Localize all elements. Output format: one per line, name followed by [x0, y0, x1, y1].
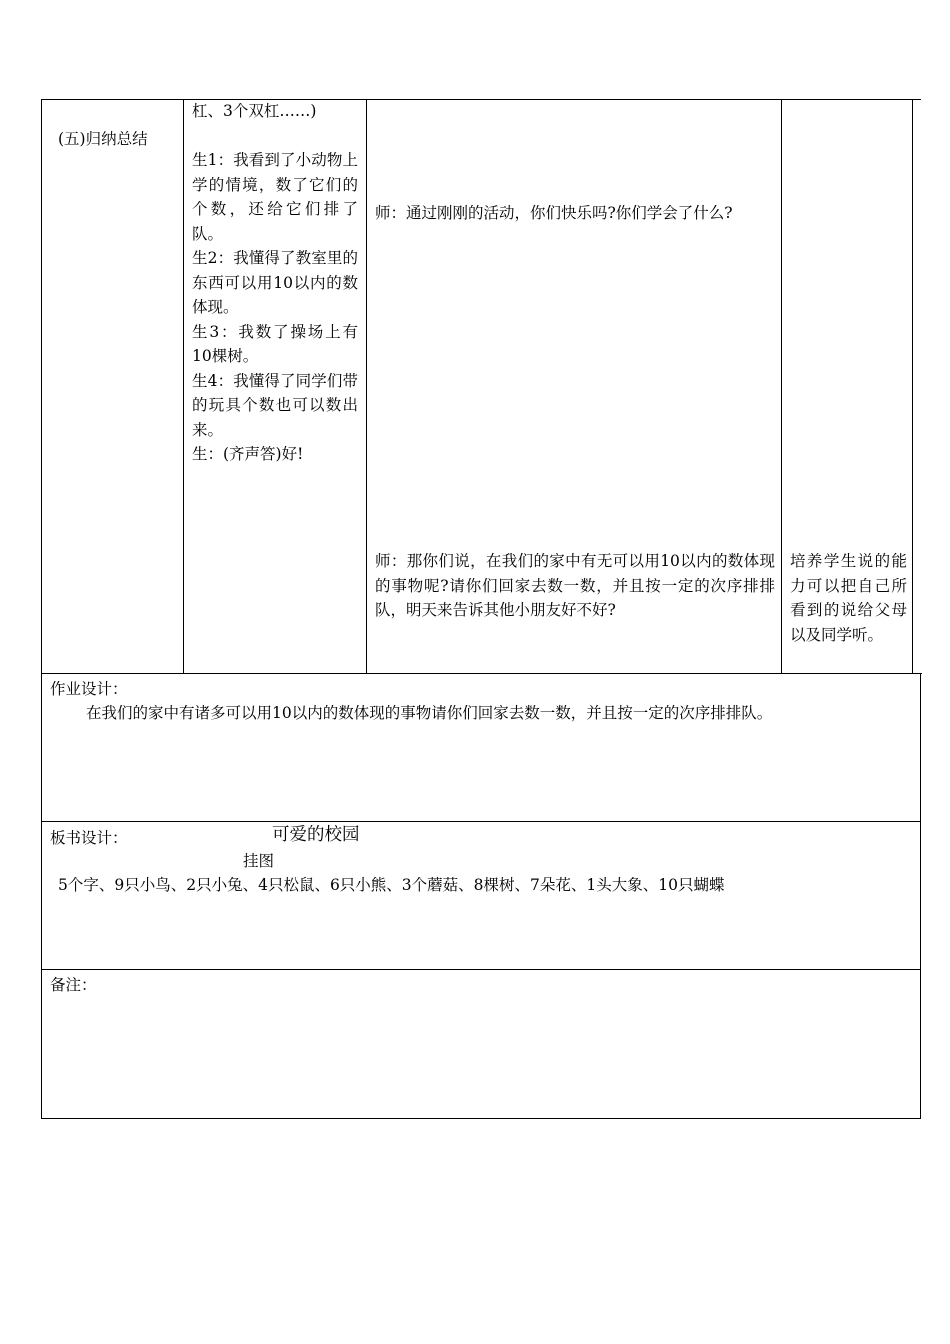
board-subtitle: 挂图: [243, 852, 275, 870]
homework-label: 作业设计：: [50, 680, 128, 698]
table-bottom-border: [41, 1118, 921, 1119]
student-answer-1: 生1：我看到了小动物上学的情境，数了它们的个数，还给它们排了队。: [192, 151, 358, 243]
column-divider-1: [183, 99, 184, 673]
column-divider-3: [781, 99, 782, 673]
board-items: 5个字、9只小鸟、2只小兔、4只松鼠、6只小熊、3个蘑菇、8棵树、7朵花、1头大象、10只蝴蝶: [58, 876, 725, 894]
teacher-question-1: 师：通过刚刚的活动，你们快乐吗?你们学会了什么?: [375, 204, 733, 222]
table-left-border: [41, 99, 42, 1119]
board-title: 可爱的校园: [272, 825, 360, 845]
remarks-label: 备注：: [50, 976, 97, 994]
table-top-border: [41, 99, 921, 100]
homework-content: 在我们的家中有诸多可以用10以内的数体现的事物请你们回家去数一数，并且按一定的次序排排队。: [86, 704, 773, 722]
student-responses-cell: [192, 99, 358, 467]
row-divider-homework: [41, 673, 922, 674]
student-answer-2: 生2：我懂得了教室里的东西可以用10以内的数体现。: [192, 249, 358, 316]
student-continuation: 杠、3个双杠……): [192, 102, 317, 120]
stage-label: (五)归纳总结: [58, 130, 148, 148]
table-right-border: [920, 673, 921, 1119]
column-divider-2: [366, 99, 367, 673]
column-divider-4: [912, 99, 913, 673]
student-answer-5: 生：(齐声答)好!: [192, 445, 304, 463]
teacher-question-2: 师：那你们说，在我们的家中有无可以用10以内的数体现的事物呢?请你们回家去数一数，并且按一定的次序排排队，明天来告诉其他小朋友好不好?: [375, 552, 775, 619]
student-answer-3: 生3：我数了操场上有10棵树。: [192, 322, 358, 365]
student-answer-4: 生4：我懂得了同学们带的玩具个数也可以数出来。: [192, 371, 358, 439]
board-label: 板书设计：: [50, 829, 128, 847]
design-intent-note: 培养学生说的能力可以把自己所看到的说给父母以及同学听。: [790, 552, 907, 644]
row-divider-remarks: [41, 969, 921, 970]
row-divider-board: [41, 821, 921, 822]
